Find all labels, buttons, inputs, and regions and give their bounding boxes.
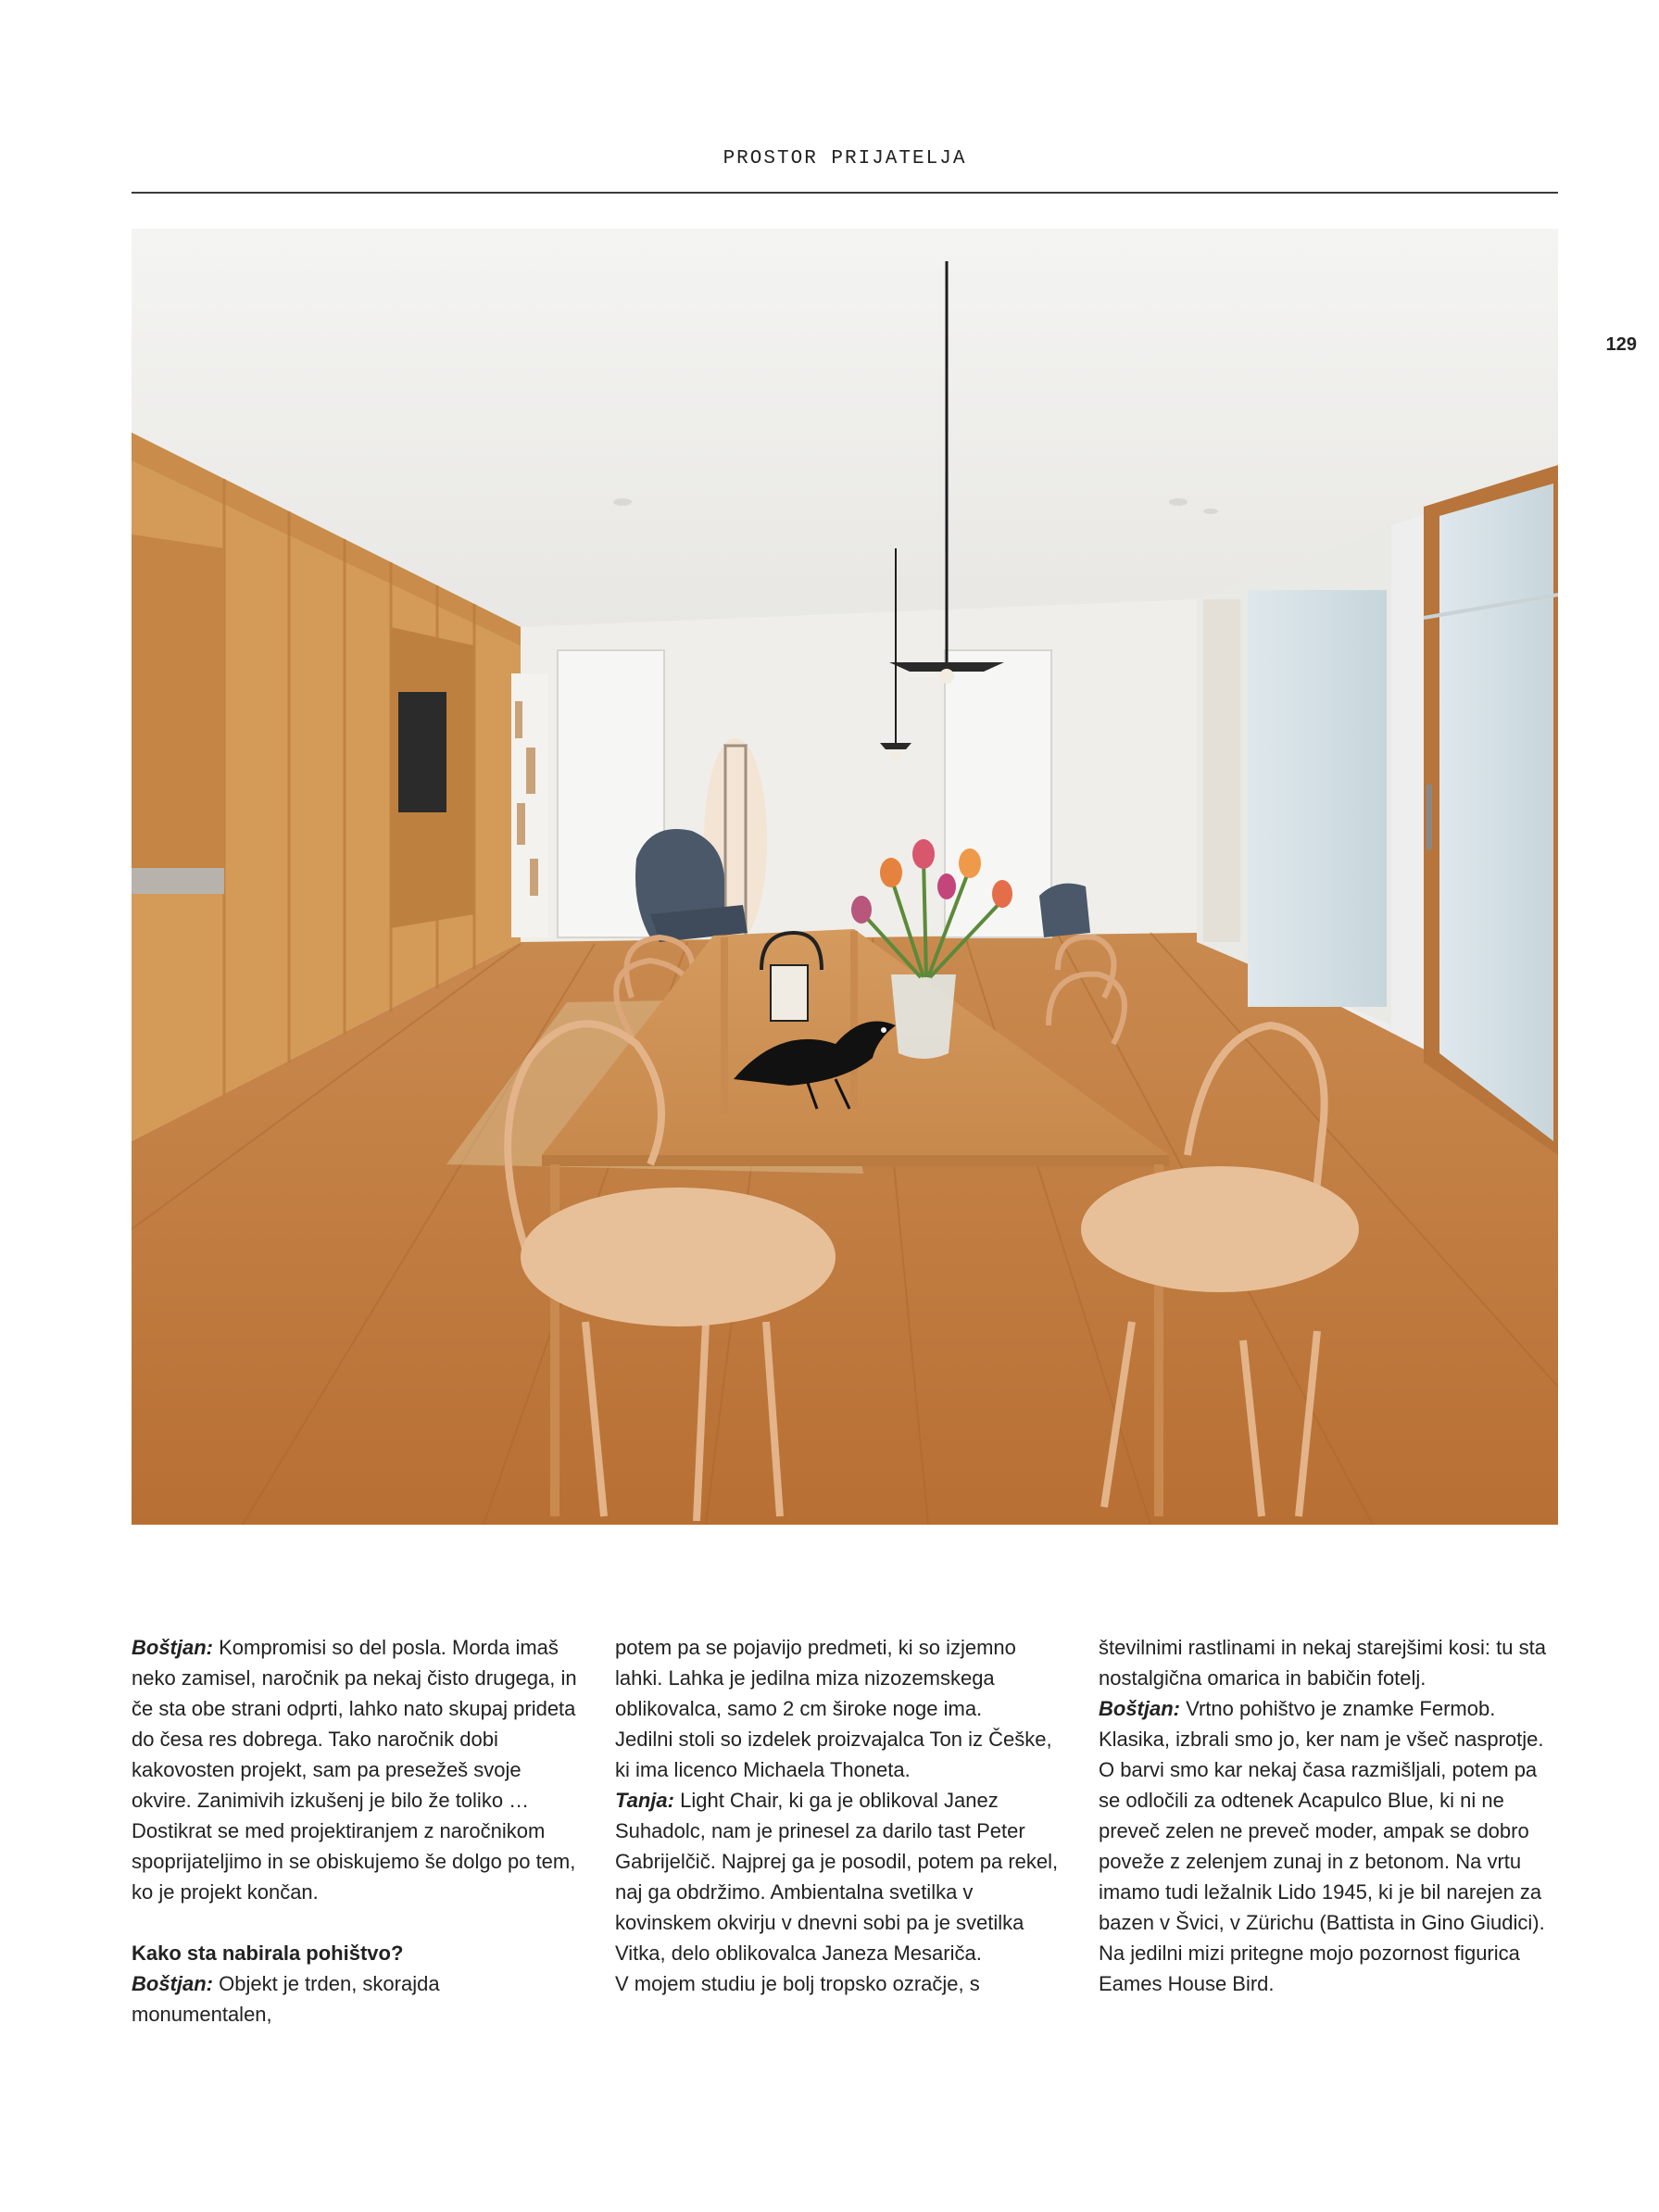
paragraph: V mojem studiu je bolj tropsko ozračje, s <box>615 1972 980 1995</box>
speaker-label: Tanja: <box>615 1789 674 1812</box>
dining-room-photo <box>132 229 1558 1525</box>
paragraph: Jedilni stoli so izdelek proizvajalca Ton iz Češke, ki ima licenco Michaela Thoneta. <box>615 1728 1052 1781</box>
paragraph <box>132 1632 585 1907</box>
paragraph: potem pa se pojavijo predmeti, ki so izjemno lahki. Lahka je jedilna miza nizozemskega oblikovalca, samo 2 cm široke noge ima. <box>615 1636 1016 1720</box>
paragraph-text: Objekt je trden, skorajda monumentalen, <box>132 1972 440 2026</box>
paragraph-text: Kompromisi so del posla. Morda imaš neko zamisel, naročnik pa nekaj čisto drugega, in če sta obe strani odprti, lahko nato skupaj prideta do česa res dobrega. Tako naročnik dobi kakovosten projekt, sam pa presežeš svoje okvire. Zanimivih izkušenj je bilo že toliko … Dostikrat se med projektiranjem z naročnikom spoprijateljimo in se obiskujemo še dolgo po tem, ko je projekt končan. <box>132 1636 577 1904</box>
paragraph: Na jedilni mizi pritegne mojo pozornost figurica Eames House Bird. <box>1099 1942 1520 1995</box>
paragraph <box>132 1968 585 2030</box>
page-number: 129 <box>1605 334 1637 355</box>
header-rule <box>132 192 1558 194</box>
text-column-1 <box>132 1632 585 2030</box>
speaker-label: Boštjan: <box>132 1972 213 1995</box>
running-header: PROSTOR PRIJATELJA <box>723 148 967 170</box>
paragraph-text: Vrtno pohištvo je znamke Fermob. Klasika, izbrali smo jo, ker nam je všeč nasprotje. O barvi smo kar nekaj časa razmišljali, potem pa se odločili za odtenek Acapulco Blue, ki ni ne preveč zelen ne preveč moder, ampak se dobro poveže z zelenjem zunaj in z betonom. Na vrtu imamo tudi ležalnik Lido 1945, ki je bil narejen za bazen v Švici, v Zürichu (Battista in Gino Giudici). <box>1099 1697 1545 1934</box>
article-body <box>132 1632 1558 2026</box>
paragraph-text: Light Chair, ki ga je oblikoval Janez Suhadolc, nam je prinesel za darilo tast Peter Gabrijelčič. Najprej ga je posodil, potem pa rekel, naj ga obdržimo. Ambientalna svetilka v kovinskem okvirju v dnevni sobi pa je svetilka Vitka, delo oblikovalca Janeza Mesariča. <box>615 1789 1059 1965</box>
text-column-2 <box>615 1632 1069 1999</box>
paragraph-gap <box>132 1907 585 1938</box>
speaker-label: Boštjan: <box>1099 1697 1180 1720</box>
text-column-3 <box>1099 1632 1552 1999</box>
paragraph <box>1099 1693 1552 1938</box>
speaker-label: Boštjan: <box>132 1636 213 1659</box>
paragraph: številnimi rastlinami in nekaj starejšimi kosi: tu sta nostalgična omarica in babičin fotelj. <box>1099 1636 1546 1690</box>
paragraph <box>615 1785 1069 1968</box>
question-heading: Kako sta nabirala pohištvo? <box>132 1942 404 1965</box>
